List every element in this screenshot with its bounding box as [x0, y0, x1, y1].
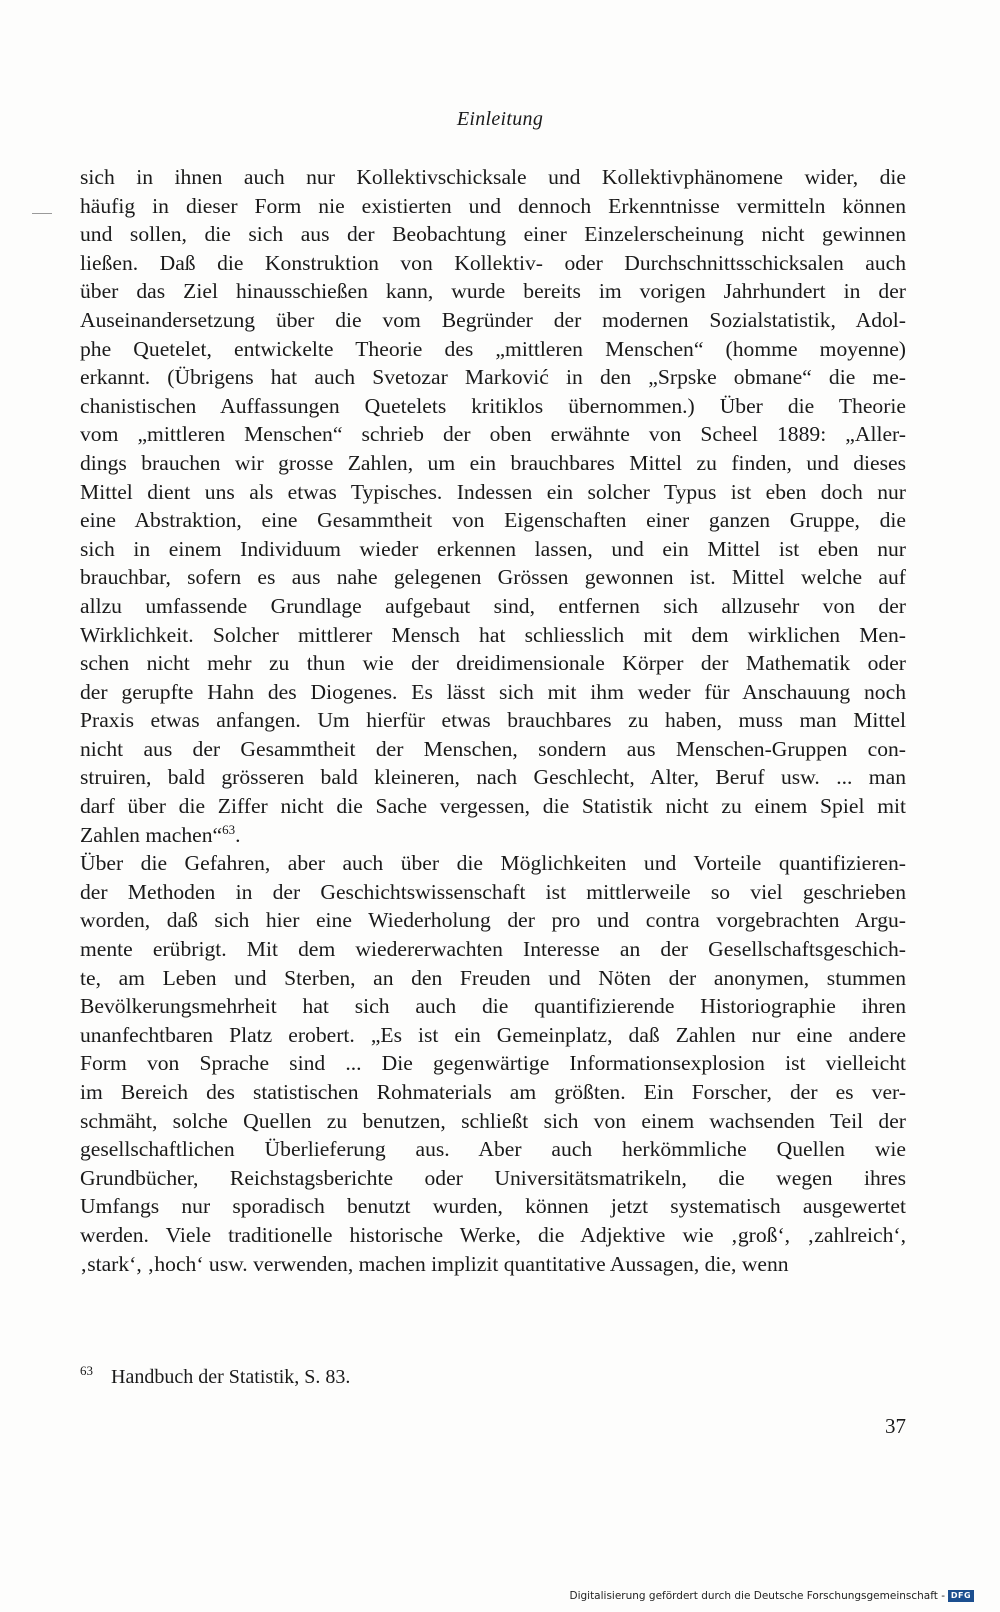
text-line: der gerupfte Hahn des Diogenes. Es lässt sich mit ihm weder für Anschauung noch	[80, 679, 906, 704]
text-line: nicht aus der Gesammtheit der Menschen, sondern aus Menschen-Gruppen con-	[80, 736, 906, 761]
text-line: erkannt. (Übrigens hat auch Svetozar Marković in den „Srpske obmane“ die me-	[80, 365, 906, 390]
text-line	[80, 821, 906, 850]
text-line: eine Abstraktion, eine Gesammtheit von Eigenschaften einer ganzen Gruppe, die	[80, 508, 906, 533]
paragraph-2	[80, 849, 906, 1278]
footnote-reference: 63	[222, 821, 236, 837]
text-line: sich in einem Individuum wieder erkennen lassen, und ein Mittel ist eben nur	[80, 536, 906, 561]
text-line: häufig in dieser Form nie existierten und dennoch Erkenntnisse vermitteln können	[80, 193, 906, 218]
text-line: worden, daß sich hier eine Wiederholung der pro und contra vorgebrachten Argu-	[80, 908, 906, 933]
text-line: ließen. Daß die Konstruktion von Kollektiv- oder Durchschnittsschicksalen auch	[80, 250, 906, 275]
text-line: Mittel dient uns als etwas Typisches. Indessen ein solcher Typus ist eben doch nur	[80, 479, 906, 504]
text-line: mente erübrigt. Mit dem wiedererwachten Interesse an der Gesellschaftsgeschich-	[80, 937, 906, 962]
text-line: phe Quetelet, entwickelte Theorie des „mittleren Menschen“ (homme moyenne)	[80, 336, 906, 361]
text-line: darf über die Ziffer nicht die Sache vergessen, die Statistik nicht zu einem Spiel mit	[80, 794, 906, 819]
text-line: gesellschaftlichen Überlieferung aus. Aber auch herkömmliche Quellen wie	[80, 1137, 906, 1162]
text-line: dings brauchen wir grosse Zahlen, um ein brauchbares Mittel zu finden, und dieses	[80, 450, 906, 475]
text-line: te, am Leben und Sterben, an den Freuden und Nöten der anonymen, stummen	[80, 965, 906, 990]
running-head: Einleitung	[456, 108, 544, 130]
text-line: Umfangs nur sporadisch benutzt wurden, können jetzt systematisch ausgewertet	[80, 1194, 906, 1219]
paragraph-1	[80, 163, 906, 849]
margin-mark	[32, 213, 52, 214]
text-line: Form von Sprache sind ... Die gegenwärtige Informationsexplosion ist vielleicht	[80, 1051, 906, 1076]
text-line: schen nicht mehr zu thun wie der dreidimensionale Körper der Mathematik oder	[80, 651, 906, 676]
dfg-logo: DFG	[948, 1590, 974, 1602]
text-line: Über die Gefahren, aber auch über die Möglichkeiten und Vorteile quantifizieren-	[80, 851, 906, 876]
body-text	[80, 163, 906, 1278]
text-line: der Methoden in der Geschichtswissenschaft ist mittlerweile so viel geschrieben	[80, 879, 906, 904]
text-line: sich in ihnen auch nur Kollektivschicksale und Kollektivphänomene wider, die	[80, 165, 906, 189]
digitization-credit	[569, 1590, 974, 1602]
text-line: allzu umfassende Grundlage aufgebaut sind, entfernen sich allzusehr von der	[80, 593, 906, 618]
text-line: vom „mittleren Menschen“ schrieb der oben erwähnte von Scheel 1889: „Aller-	[80, 422, 906, 447]
text-line: im Bereich des statistischen Rohmaterials am größten. Ein Forscher, der es ver-	[80, 1080, 906, 1104]
text-line: über das Ziel hinausschießen kann, wurde bereits im vorigen Jahrhundert in der	[80, 279, 906, 304]
text-line: werden. Viele traditionelle historische Werke, die Adjektive wie ‚groß‘, ‚zahlreich‘,	[80, 1222, 906, 1247]
text-line: Praxis etwas anfangen. Um hierfür etwas brauchbares zu haben, muss man Mittel	[80, 708, 906, 733]
text-line: Bevölkerungsmehrheit hat sich auch die quantifizierende Historiographie ihren	[80, 994, 906, 1019]
text-line: unanfechtbaren Platz erobert. „Es ist ein Gemeinplatz, daß Zahlen nur eine andere	[80, 1022, 906, 1047]
text-line-content: Zahlen machen“	[80, 822, 223, 847]
digitization-credit-text: Digitalisierung gefördert durch die Deutsche Forschungsgemeinschaft -	[569, 1590, 945, 1602]
footnote-text: Handbuch der Statistik, S. 83.	[111, 1366, 351, 1388]
text-line: Grundbücher, Reichstagsberichte oder Universitätsmatrikeln, die wegen ihres	[80, 1165, 906, 1190]
footnote	[80, 1364, 906, 1390]
text-line: schmäht, solche Quellen zu benutzen, schließt sich von einem wachsenden Teil der	[80, 1108, 906, 1133]
footnote-number: 63	[80, 1363, 93, 1379]
page-number: 37	[885, 1414, 906, 1438]
text-line: Auseinandersetzung über die vom Begründer der modernen Sozialstatistik, Adol-	[80, 307, 906, 332]
text-line: struiren, bald grösseren bald kleineren, nach Geschlecht, Alter, Beruf usw. ... man	[80, 765, 906, 790]
text-line: Wirklichkeit. Solcher mittlerer Mensch hat schliesslich mit dem wirklichen Men-	[80, 622, 906, 647]
text-line: chanistischen Auffassungen Quetelets kritiklos übernommen.) Über die Theorie	[80, 393, 906, 418]
text-line-end: .	[235, 822, 241, 847]
text-line: und sollen, die sich aus der Beobachtung einer Einzelerscheinung nicht gewinnen	[80, 222, 906, 247]
text-line: brauchbar, sofern es aus nahe gelegenen Grössen gewonnen ist. Mittel welche auf	[80, 565, 906, 590]
text-line: ‚stark‘, ‚hoch‘ usw. verwenden, machen implizit quantitative Aussagen, die, wenn	[80, 1251, 789, 1276]
